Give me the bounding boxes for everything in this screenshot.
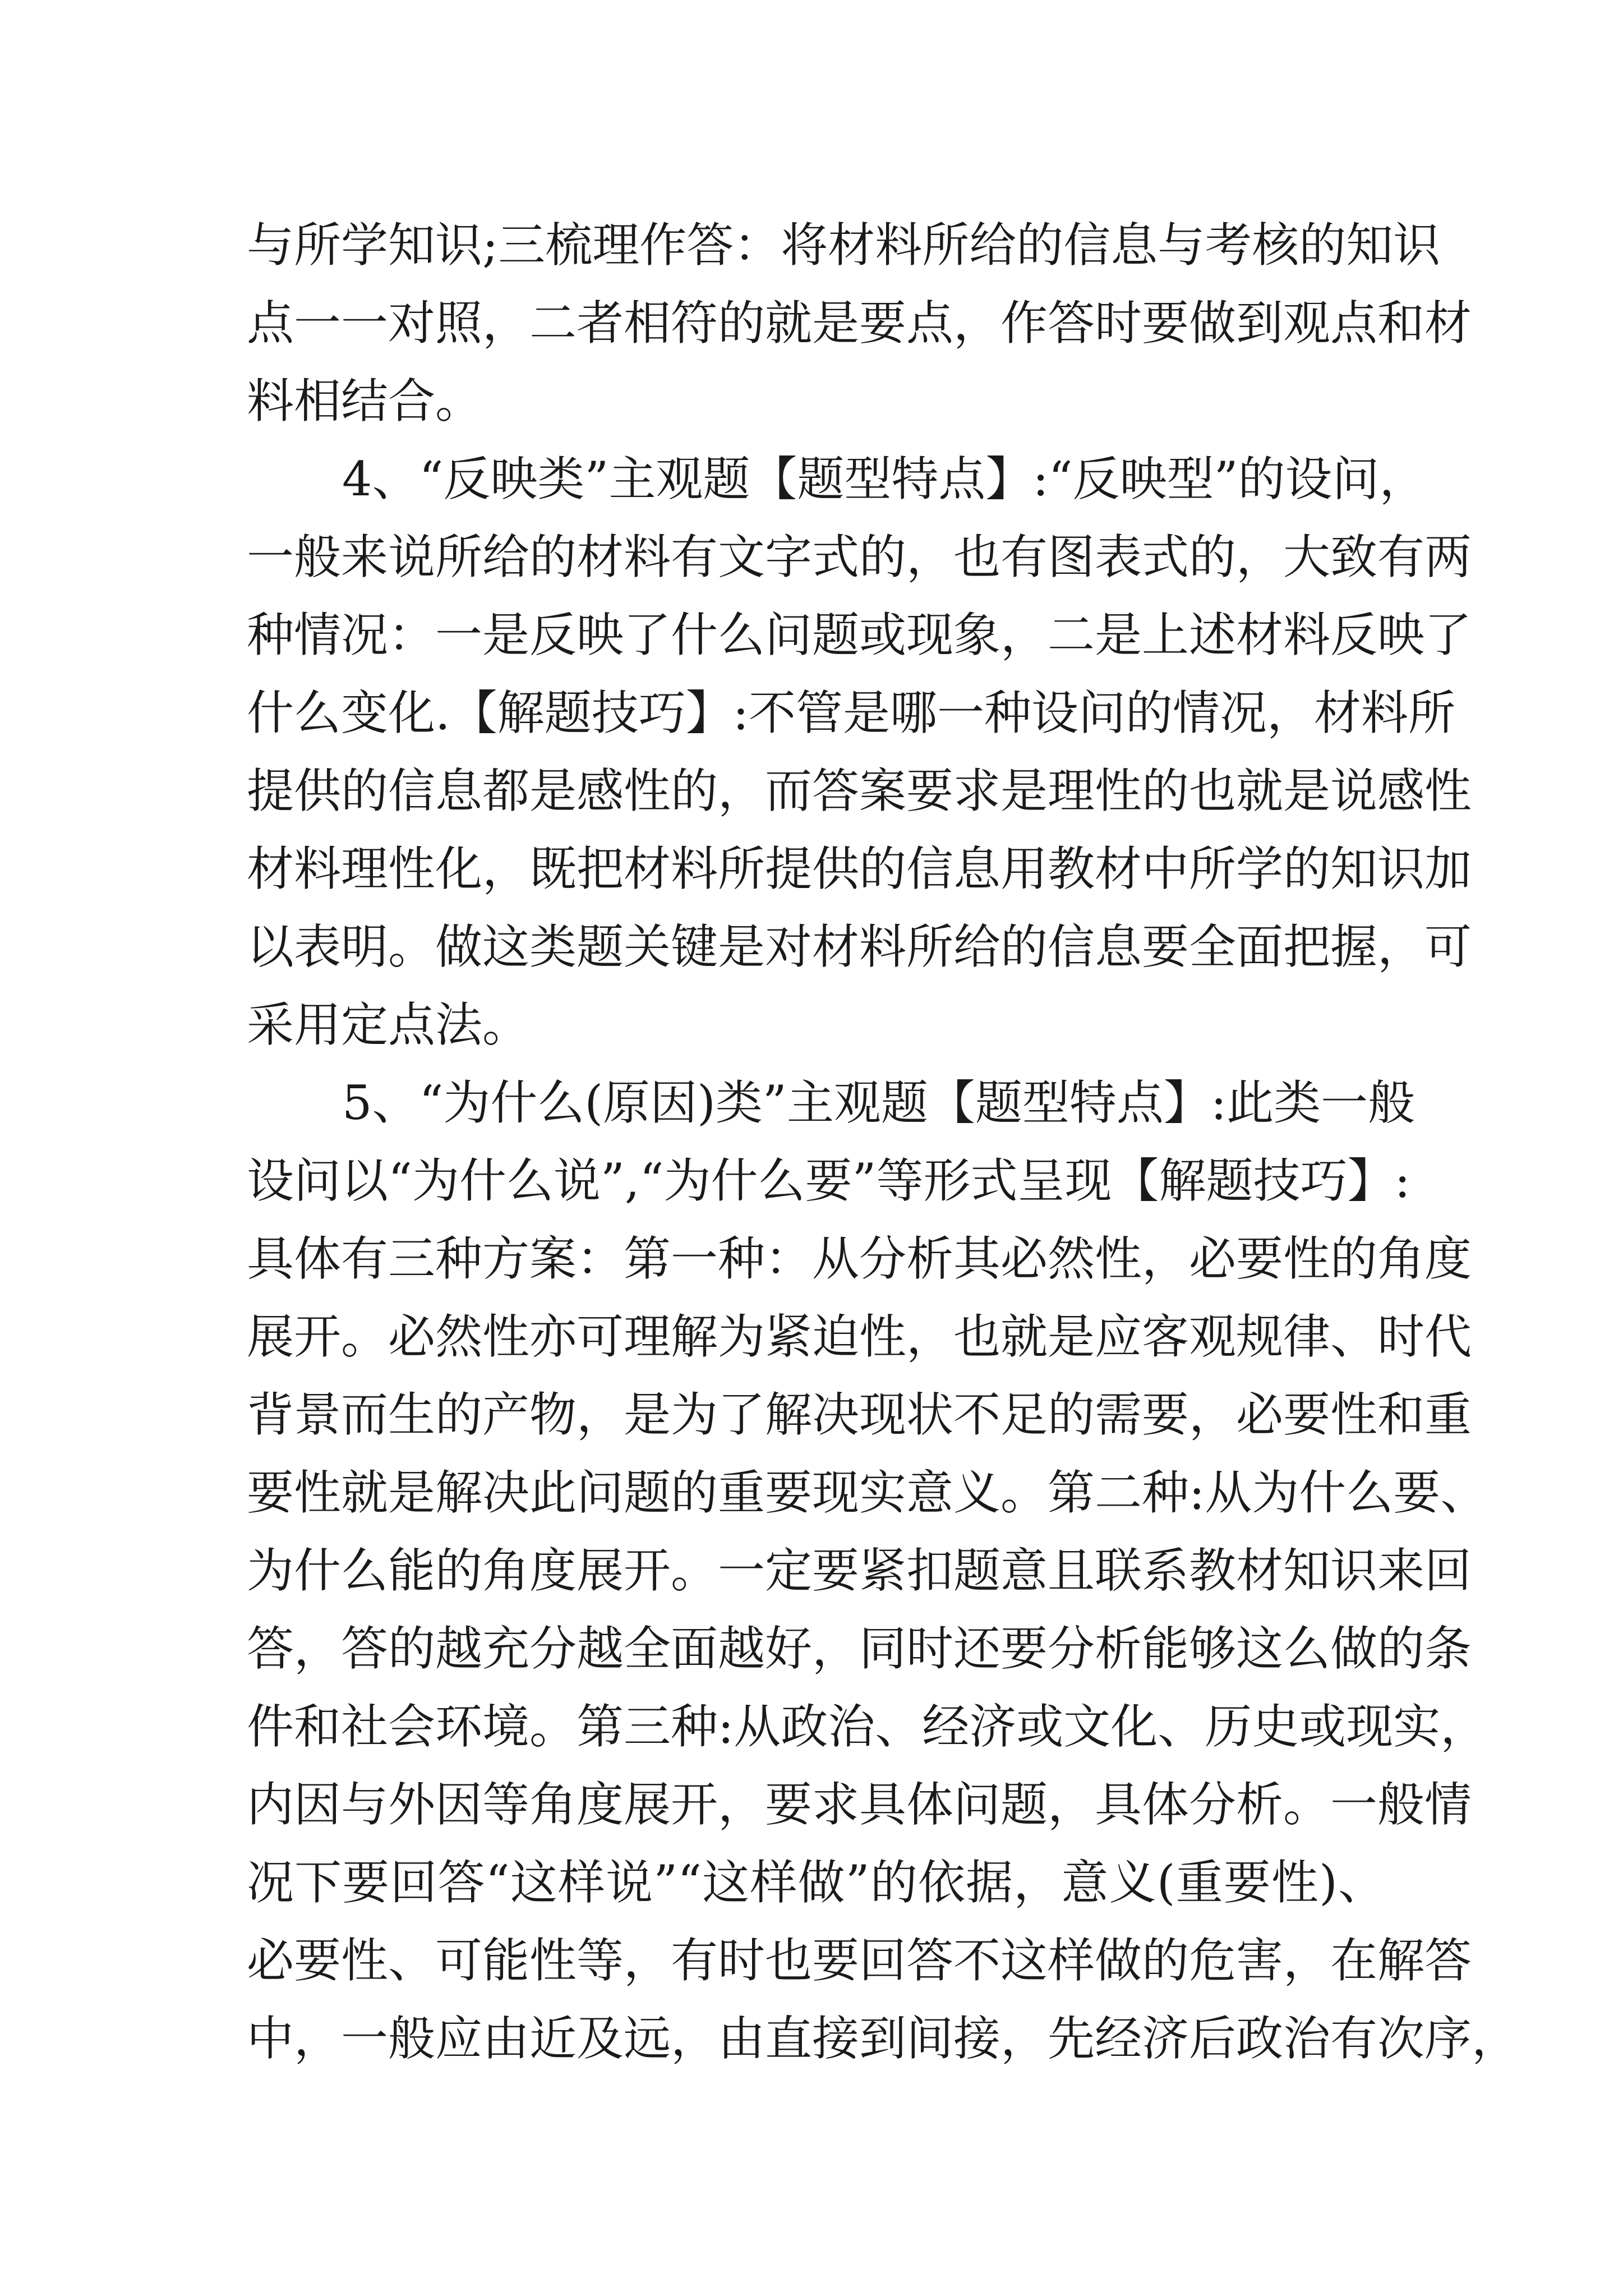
text-line: 件和社会环境。第三种:从政治、经济或文化、历史或现实， [247,1699,1488,1754]
text-line: 内因与外因等角度展开，要求具体问题，具体分析。一般情 [247,1777,1472,1832]
body-text [247,206,1519,2078]
text-line: 采用定点法。 [247,997,530,1052]
text-line: 具体有三种方案：第一种：从分析其必然性，必要性的角度 [247,1231,1472,1286]
text-line: 5、“为什么(原因)类”主观题【题型特点】:此类一般 [342,1075,1415,1130]
text-line: 展开。必然性亦可理解为紧迫性，也就是应客观规律、时代 [247,1309,1472,1364]
text-line: 料相结合。 [247,374,483,429]
text-line: 答，答的越充分越全面越好，同时还要分析能够这么做的条 [247,1621,1472,1676]
text-line: 种情况：一是反映了什么问题或现象，二是上述材料反映了 [247,608,1472,662]
text-line: 点一一对照，二者相符的就是要点，作答时要做到观点和材 [247,296,1472,351]
text-line: 材料理性化，既把材料所提供的信息用教材中所学的知识加 [247,841,1472,896]
text-line: 4、“反映类”主观题【题型特点】:“反映型”的设问， [342,452,1427,507]
text-line: 提供的信息都是感性的，而答案要求是理性的也就是说感性 [247,763,1472,818]
text-line: 为什么能的角度展开。一定要紧扣题意且联系教材知识来回 [247,1543,1472,1598]
text-line: 一般来说所给的材料有文字式的，也有图表式的，大致有两 [247,530,1472,585]
text-line: 要性就是解决此问题的重要现实意义。第二种:从为什么要、 [247,1465,1488,1520]
text-line: 况下要回答“这样说”“这样做”的依据，意义(重要性)、 [247,1855,1385,1910]
text-line: 中，一般应由近及远，由直接到间接，先经济后政治有次序， [247,2011,1519,2066]
text-line: 必要性、可能性等，有时也要回答不这样做的危害，在解答 [247,1933,1472,1988]
text-line: 与所学知识;三梳理作答：将材料所给的信息与考核的知识 [247,218,1441,273]
text-line: 什么变化.【解题技巧】:不管是哪一种设问的情况，材料所 [247,685,1456,740]
text-line: 设问以“为什么说”,“为什么要”等形式呈现【解题技巧】: [247,1153,1410,1208]
text-line: 以表明。做这类题关键是对材料所给的信息要全面把握，可 [247,919,1472,974]
text-line: 背景而生的产物，是为了解决现状不足的需要，必要性和重 [247,1387,1472,1442]
